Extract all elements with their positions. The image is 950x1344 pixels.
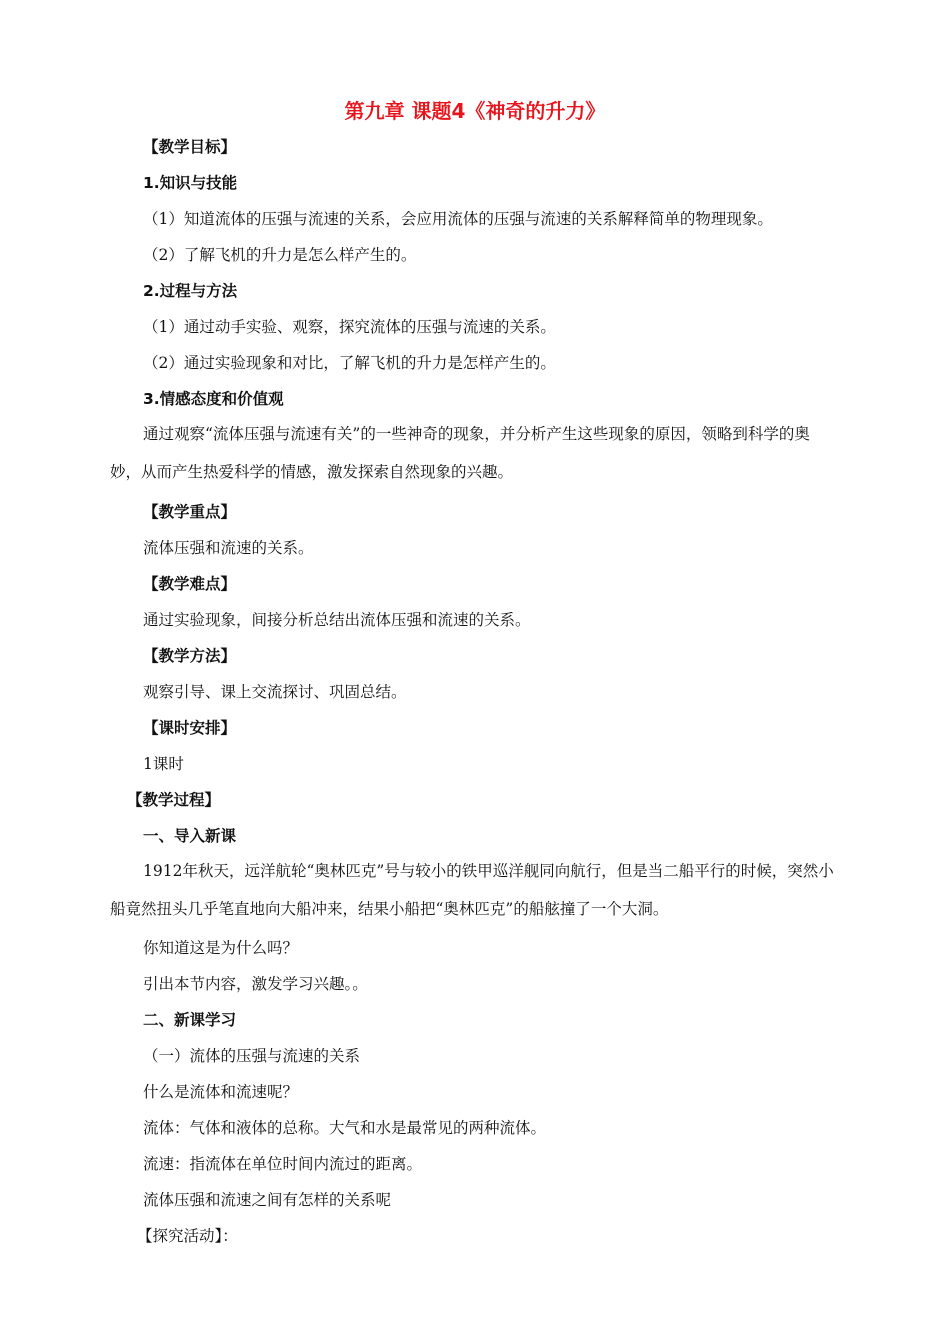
question-2: 流体压强和流速之间有怎样的关系呢 [143, 1191, 392, 1209]
page-title: 第九章 课题4《神奇的升力》 [344, 99, 606, 123]
definition-fluid: 流体：气体和液体的总称。大气和水是最常见的两种流体。 [143, 1119, 547, 1137]
activity-heading: 【探究活动】： [137, 1227, 238, 1245]
section-1-heading: （一）流体的压强与流速的关系 [143, 1047, 361, 1065]
attitude-paragraph: 通过观察“流体压强与流速有关”的一些神奇的现象，并分析产生这些现象的原因，领略到科学的奥妙，从而产生热爱科学的情感，激发探索自然现象的兴趣。 [110, 425, 810, 481]
knowledge-heading: 1.知识与技能 [143, 174, 238, 192]
intro-question: 你知道这是为什么吗？ [143, 939, 299, 957]
process-method-heading: 2.过程与方法 [143, 282, 238, 300]
new-lesson-heading: 二、新课学习 [143, 1011, 237, 1029]
knowledge-item-1: （1）知道流体的压强与流速的关系，会应用流体的压强与流速的关系解释简单的物理现象。 [143, 210, 773, 228]
key-points-heading: 【教学重点】 [143, 503, 237, 521]
method-text: 观察引导、课上交流探讨、巩固总结。 [143, 683, 407, 701]
attitude-heading: 3.情感态度和价值观 [143, 390, 284, 408]
intro-lead: 引出本节内容，激发学习兴趣。。 [143, 975, 368, 993]
intro-paragraph: 1912年秋天，远洋航轮“奥林匹克”号与较小的铁甲巡洋舰同向航行，但是当二船平行的时候，突然小船竟然扭头几乎笔直地向大船冲来，结果小船把“奥林匹克”的船舷撞了一个大洞。 [110, 862, 834, 918]
method-heading: 【教学方法】 [143, 647, 237, 665]
procedure-heading: 【教学过程】 [127, 791, 221, 809]
definition-flow-speed: 流速：指流体在单位时间内流过的距离。 [143, 1155, 423, 1173]
knowledge-item-2: （2）了解飞机的升力是怎么样产生的。 [143, 246, 417, 264]
difficulty-heading: 【教学难点】 [143, 575, 237, 593]
key-points-text: 流体压强和流速的关系。 [143, 539, 314, 557]
schedule-heading: 【课时安排】 [143, 719, 237, 737]
schedule-text: 1课时 [143, 755, 184, 773]
goals-heading: 【教学目标】 [143, 138, 237, 156]
process-item-1: （1）通过动手实验、观察，探究流体的压强与流速的关系。 [143, 318, 556, 336]
process-item-2: （2）通过实验现象和对比，了解飞机的升力是怎样产生的。 [143, 354, 556, 372]
difficulty-text: 通过实验现象，间接分析总结出流体压强和流速的关系。 [143, 611, 531, 629]
intro-heading: 一、导入新课 [143, 827, 237, 845]
question-1: 什么是流体和流速呢？ [143, 1083, 299, 1101]
